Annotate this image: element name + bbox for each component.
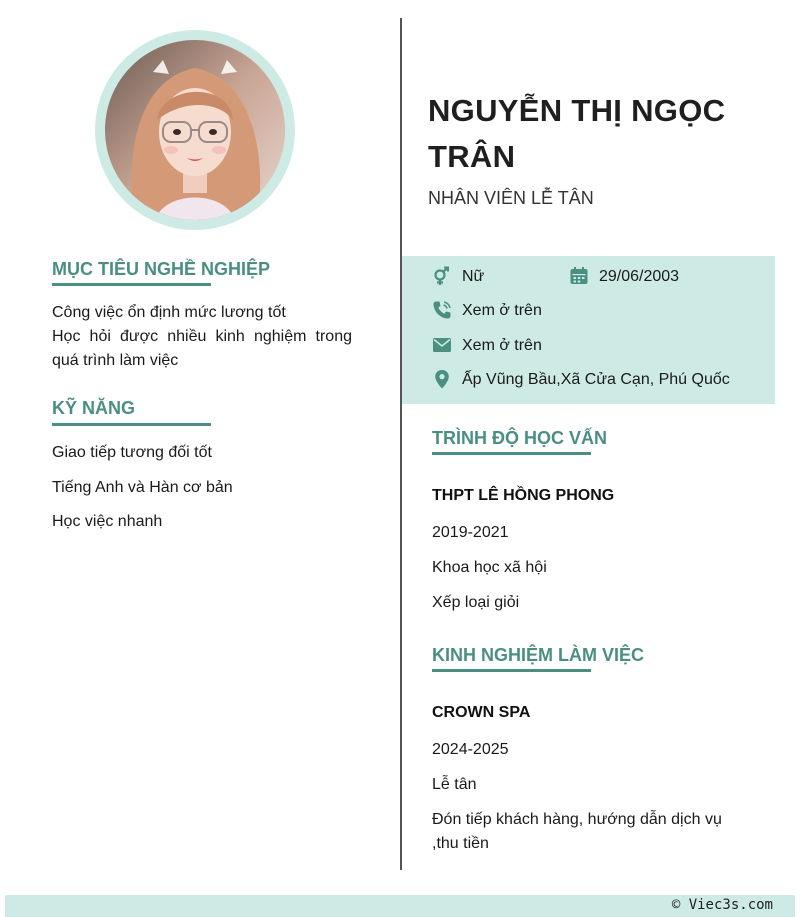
candidate-name: NGUYỄN THỊ NGỌC TRÂN [428, 93, 726, 174]
education-title: TRÌNH ĐỘ HỌC VẤN [432, 428, 607, 448]
job-title: NHÂN VIÊN LỄ TÂN [428, 188, 594, 208]
contact-panel [402, 256, 775, 404]
education-major: Khoa học xã hội [432, 559, 547, 576]
career-objective-line-1: Công việc ổn định mức lương tốt [52, 304, 286, 321]
experience-company: CROWN SPA [432, 704, 531, 721]
email-value: Xem ở trên [462, 337, 542, 354]
experience-underline [432, 669, 591, 672]
avatar-illustration [105, 40, 285, 220]
career-objective-line-2: Học hỏi được nhiều kinh nghiệm trong quá trình làm việc [52, 328, 352, 369]
skills-underline [52, 423, 211, 426]
education-school: THPT LÊ HỒNG PHONG [432, 487, 615, 504]
education-period: 2019-2021 [432, 524, 509, 541]
location-pin-icon [432, 369, 452, 389]
gender-value: Nữ [462, 268, 485, 285]
experience-position: Lễ tân [432, 776, 477, 793]
skills-title: KỸ NĂNG [52, 398, 136, 418]
experience-period: 2024-2025 [432, 741, 509, 758]
mail-icon [432, 335, 452, 355]
education-grade: Xếp loại giỏi [432, 594, 520, 611]
experience-title: KINH NGHIỆM LÀM VIỆC [432, 645, 645, 665]
address-value: Ấp Vũng Bầu,Xã Cửa Cạn, Phú Quốc [462, 371, 730, 388]
experience-description-line-1: Đón tiếp khách hàng, hướng dẫn dịch vụ [432, 811, 722, 828]
avatar [105, 40, 285, 220]
career-objective-title: MỤC TIÊU NGHỀ NGHIỆP [52, 259, 271, 279]
gender-icon [432, 266, 452, 286]
career-objective-underline [52, 283, 211, 286]
skill-item: Giao tiếp tương đối tốt [52, 444, 212, 461]
experience-description-line-2: ,thu tiền [432, 835, 489, 852]
footer-bar [5, 895, 795, 917]
skill-item: Học việc nhanh [52, 513, 163, 530]
birthday-value: 29/06/2003 [599, 268, 680, 285]
education-underline [432, 452, 591, 455]
column-divider [400, 18, 402, 870]
career-objective-text [52, 301, 352, 373]
copyright-text: © Viec3s.com [671, 897, 773, 913]
skill-item: Tiếng Anh và Hàn cơ bản [52, 479, 233, 496]
phone-value: Xem ở trên [462, 302, 542, 319]
calendar-icon [569, 266, 589, 286]
phone-icon [432, 300, 452, 320]
